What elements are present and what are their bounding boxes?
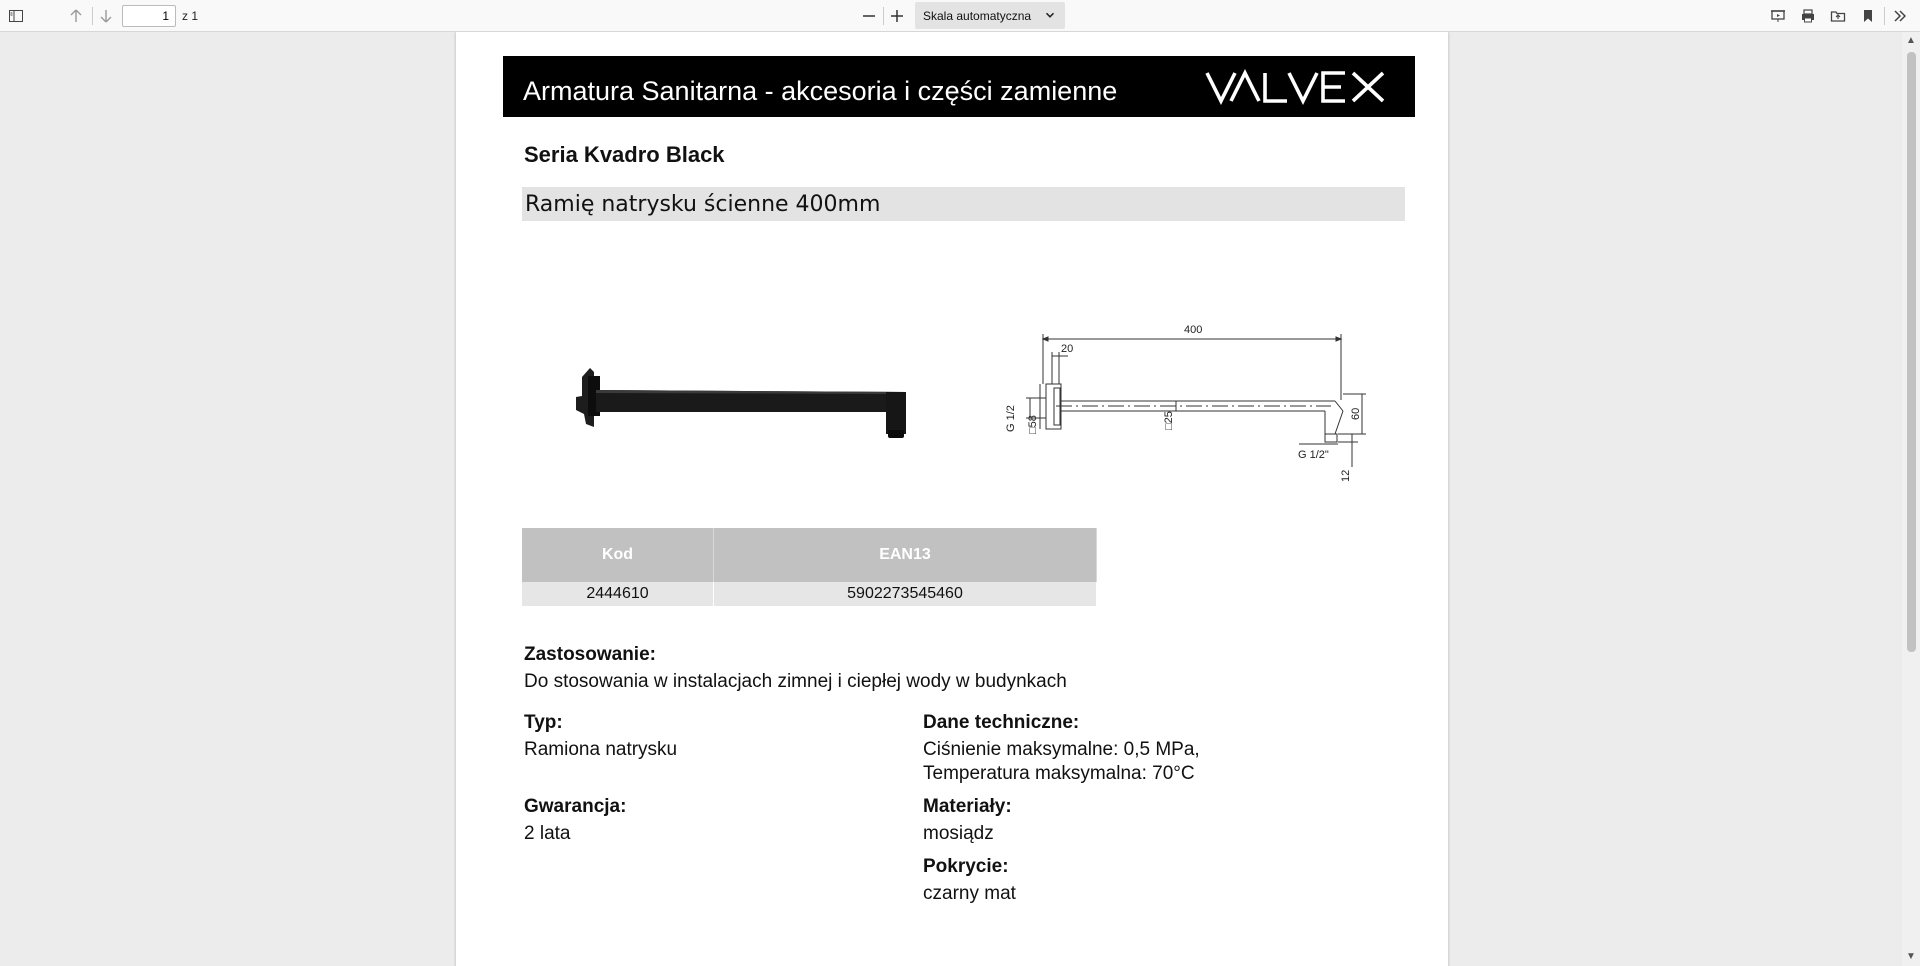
table-row — [522, 582, 1097, 606]
tools-menu-icon[interactable] — [1888, 4, 1912, 28]
pdf-page — [456, 32, 1448, 966]
drawing-label: 400 — [1184, 324, 1203, 336]
pdf-toolbar — [0, 0, 1920, 32]
application-label: Zastosowanie: — [524, 644, 656, 665]
vertical-scrollbar[interactable] — [1902, 32, 1920, 966]
page-number-input[interactable] — [122, 5, 176, 27]
scrollbar-thumb[interactable] — [1907, 52, 1916, 652]
zoom-select-label: Skala automatyczna — [923, 8, 1032, 23]
product-code-table — [522, 528, 1097, 606]
product-name: Ramię natrysku ścienne 400mm — [525, 192, 881, 217]
warranty-value: 2 lata — [524, 823, 571, 844]
zoom-select[interactable] — [915, 2, 1065, 29]
table-cell-code: 2444610 — [522, 582, 714, 606]
presentation-mode-icon[interactable] — [1766, 4, 1790, 28]
banner-title: Armatura Sanitarna - akcesoria i części zamienne — [523, 76, 1118, 106]
product-photo — [566, 332, 926, 452]
header-banner — [503, 56, 1415, 117]
drawing-label: □58 — [1027, 415, 1039, 434]
series-title: Seria Kvadro Black — [524, 142, 725, 167]
zoom-out-icon[interactable] — [857, 4, 881, 28]
drawing-label: □25 — [1163, 411, 1175, 430]
type-label: Typ: — [524, 712, 563, 733]
coating-value: czarny mat — [923, 883, 1016, 904]
bookmark-icon[interactable] — [1856, 4, 1880, 28]
table-header-row — [522, 528, 1097, 582]
product-name-bar — [522, 187, 1405, 221]
next-page-icon[interactable] — [94, 4, 118, 28]
valvex-logo — [1205, 68, 1389, 106]
table-header: Kod — [522, 528, 714, 582]
drawing-label: 12 — [1340, 469, 1352, 482]
application-value: Do stosowania w instalacjach zimnej i ciepłej wody w budynkach — [524, 671, 1067, 692]
coating-label: Pokrycie: — [923, 856, 1009, 877]
drawing-label: 60 — [1350, 407, 1362, 420]
tech-data-pressure: Ciśnienie maksymalne: 0,5 MPa, — [923, 739, 1200, 760]
zoom-in-icon[interactable] — [885, 4, 909, 28]
drawing-label: 20 — [1061, 343, 1074, 355]
type-value: Ramiona natrysku — [524, 739, 678, 760]
drawing-label: G 1/2 — [1005, 405, 1017, 432]
table-cell-ean: 5902273545460 — [714, 582, 1097, 606]
scroll-down-icon[interactable]: ▼ — [1906, 951, 1916, 962]
drawing-label: G 1/2" — [1298, 449, 1329, 461]
scroll-up-icon[interactable]: ▲ — [1906, 35, 1916, 46]
warranty-label: Gwarancja: — [524, 796, 627, 817]
tech-data-label: Dane techniczne: — [923, 712, 1080, 733]
previous-page-icon[interactable] — [64, 4, 88, 28]
chevron-down-icon — [1043, 8, 1057, 22]
toolbar-separator — [1884, 7, 1885, 25]
technical-drawing — [986, 312, 1366, 502]
open-file-icon[interactable] — [1826, 4, 1850, 28]
tech-data-temperature: Temperatura maksymalna: 70°C — [923, 763, 1195, 784]
materials-value: mosiądz — [923, 823, 994, 844]
table-header: EAN13 — [714, 528, 1097, 582]
toolbar-separator — [92, 7, 93, 25]
document-viewer[interactable] — [0, 32, 1902, 966]
page-count: z 1 — [182, 9, 199, 23]
materials-label: Materiały: — [923, 796, 1012, 817]
print-icon[interactable] — [1796, 4, 1820, 28]
toolbar-separator — [883, 7, 884, 25]
sidebar-toggle-icon[interactable] — [4, 4, 28, 28]
